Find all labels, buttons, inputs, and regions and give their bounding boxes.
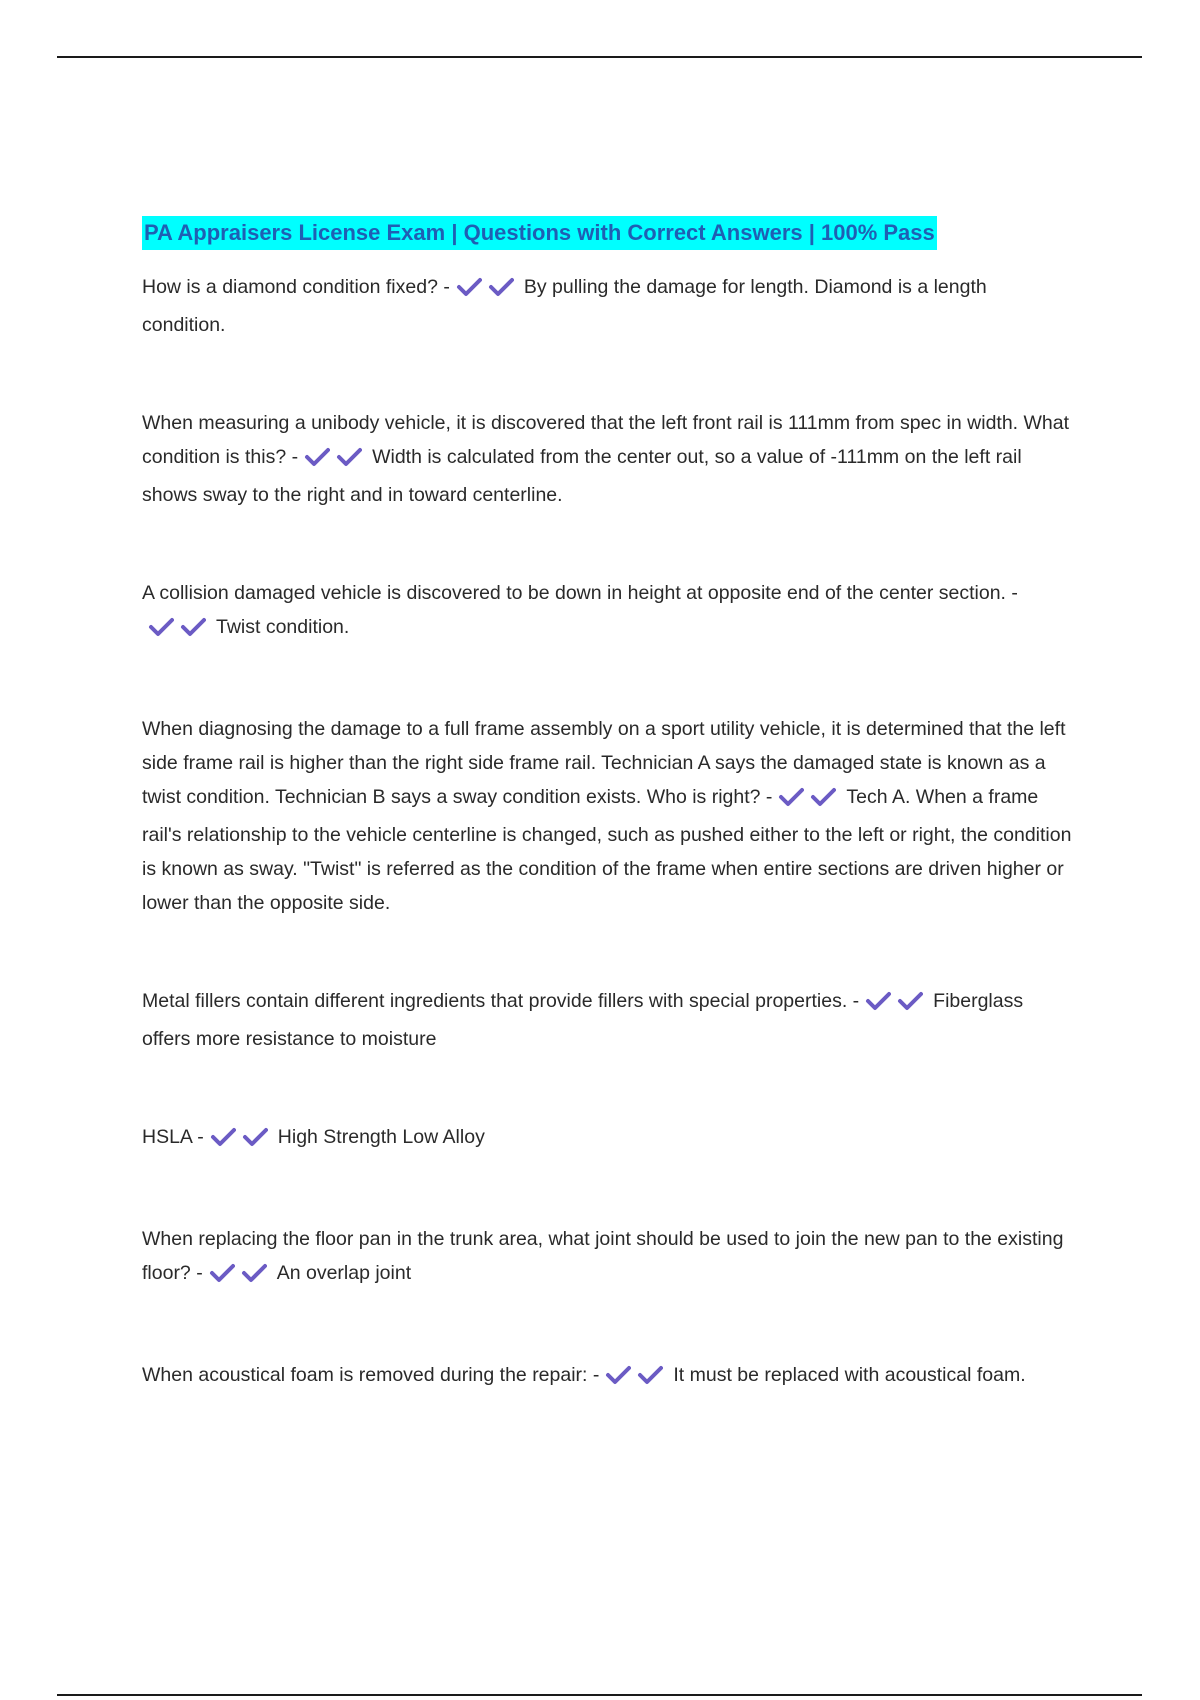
answer-text: Twist condition.	[216, 616, 350, 638]
check-marks	[210, 1124, 274, 1158]
checkmark-icon	[148, 617, 174, 637]
checkmark-icon	[605, 1365, 631, 1385]
qa-item-5	[142, 984, 1072, 1056]
checkmark-icon	[810, 787, 836, 807]
checkmark-icon	[336, 447, 362, 467]
checkmark-icon	[210, 1127, 236, 1147]
check-marks	[865, 988, 929, 1022]
answer-text: It must be replaced with acoustical foam.	[673, 1364, 1026, 1386]
qa-item-2	[142, 406, 1072, 512]
question-text: When diagnosing the damage to a full frame assembly on a sport utility vehicle, it is determined that the left side frame rail is higher than the right side frame rail. Technician A says the damaged state is known as a twist condition. Technician B says a sway condition exists. Who is right? -	[142, 718, 1066, 808]
question-text: HSLA -	[142, 1126, 204, 1148]
checkmark-icon	[180, 617, 206, 637]
checkmark-icon	[488, 277, 514, 297]
checkmark-icon	[304, 447, 330, 467]
question-text: When replacing the floor pan in the trunk area, what joint should be used to join the new pan to the existing floor? -	[142, 1228, 1064, 1284]
qa-item-4	[142, 712, 1072, 920]
checkmark-icon	[865, 991, 891, 1011]
check-marks	[778, 784, 842, 818]
checkmark-icon	[456, 277, 482, 297]
check-marks	[209, 1260, 273, 1294]
check-marks	[148, 614, 212, 648]
question-text: Metal fillers contain different ingredients that provide fillers with special properties. -	[142, 990, 860, 1012]
checkmark-icon	[637, 1365, 663, 1385]
question-text: When acoustical foam is removed during the repair: -	[142, 1364, 600, 1386]
check-marks	[605, 1362, 669, 1396]
question-text: When measuring a unibody vehicle, it is discovered that the left front rail is 111mm from spec in width. What condition is this? -	[142, 412, 1070, 468]
checkmark-icon	[241, 1263, 267, 1283]
question-text: A collision damaged vehicle is discovered to be down in height at opposite end of the center section. -	[142, 582, 1018, 604]
checkmark-icon	[897, 991, 923, 1011]
qa-item-7	[142, 1222, 1072, 1294]
answer-text: Tech A. When a frame rail's relationship to the vehicle centerline is changed, such as pushed either to the left or right, the condition is known as sway. "Twist" is referred as the condition of the frame when entire sections are driven higher or lower than the opposite side.	[142, 786, 1072, 914]
answer-text: By pulling the damage for length. Diamond is a length condition.	[142, 276, 987, 336]
answer-text: High Strength Low Alloy	[277, 1126, 485, 1148]
checkmark-icon	[209, 1263, 235, 1283]
checkmark-icon	[778, 787, 804, 807]
qa-item-8	[142, 1358, 1072, 1396]
qa-item-3	[142, 576, 1072, 648]
checkmark-icon	[242, 1127, 268, 1147]
top-rule	[57, 56, 1142, 58]
qa-item-1	[142, 270, 1072, 342]
document-body	[142, 216, 1072, 1396]
answer-text: An overlap joint	[276, 1262, 412, 1284]
answer-text: Width is calculated from the center out, so a value of -111mm on the left rail shows sway to the right and in toward centerline.	[142, 446, 1022, 506]
answer-text: Fiberglass offers more resistance to moisture	[142, 990, 1024, 1050]
question-text: How is a diamond condition fixed? -	[142, 276, 450, 298]
check-marks	[456, 274, 520, 308]
check-marks	[304, 444, 368, 478]
document-title: PA Appraisers License Exam | Questions with Correct Answers | 100% Pass	[142, 216, 937, 250]
qa-item-6	[142, 1120, 1072, 1158]
bottom-rule	[57, 1694, 1142, 1696]
